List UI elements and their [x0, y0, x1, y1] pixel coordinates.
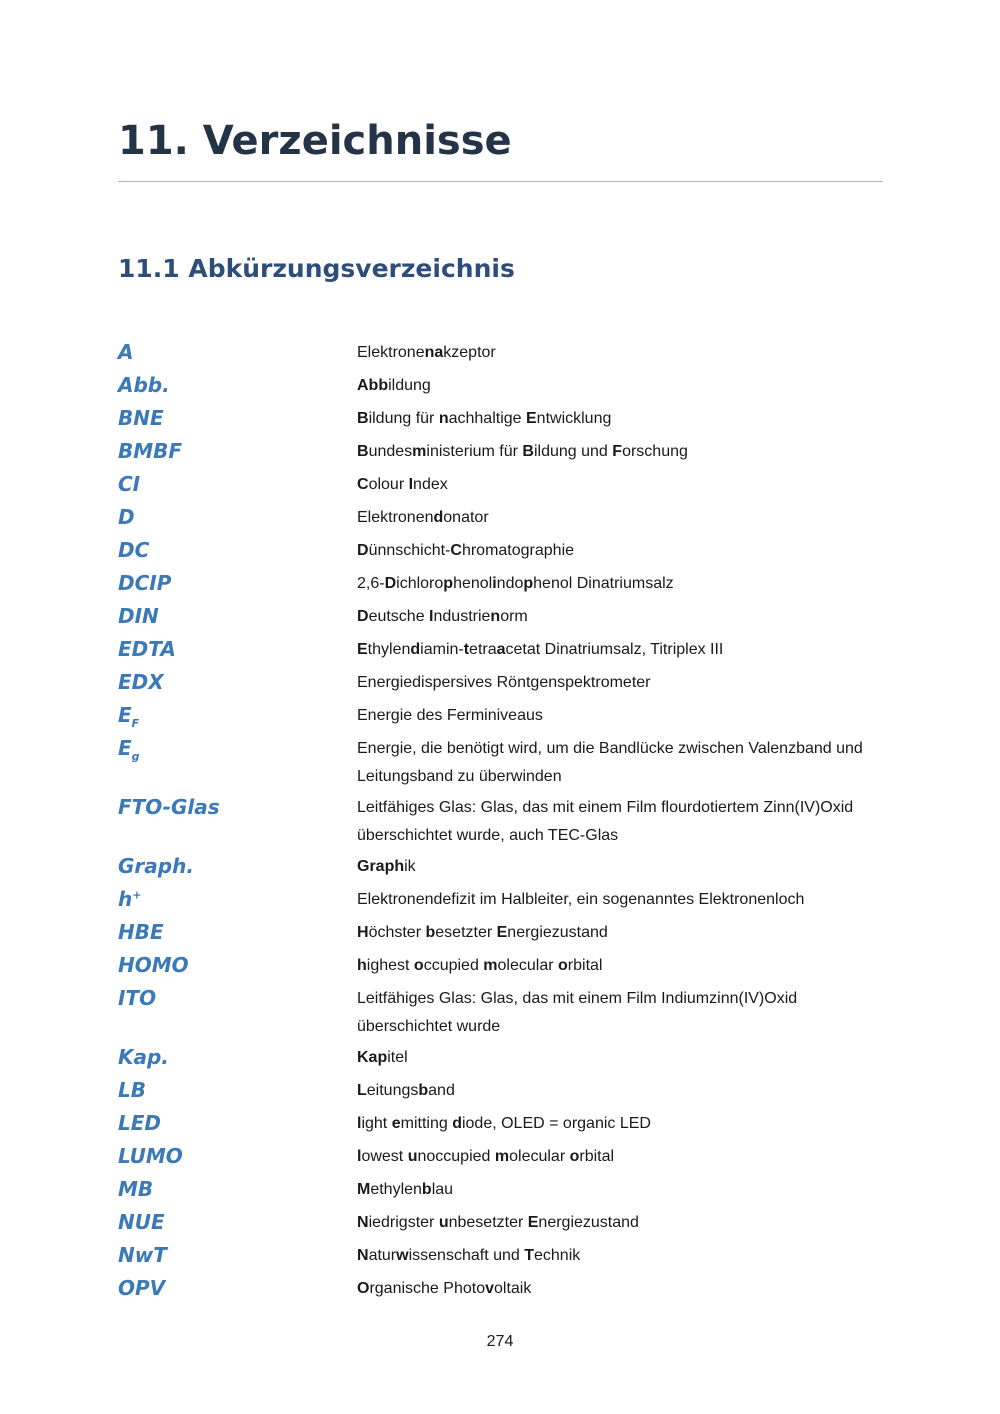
definition-text: ighest — [366, 957, 414, 974]
abbreviation-term-text: ITO — [118, 986, 157, 1010]
abbreviation-term — [118, 1210, 165, 1234]
definition-highlight: F — [612, 443, 623, 460]
abbreviation-term-text: LED — [118, 1111, 162, 1135]
definition-text: ndustrie — [433, 608, 491, 625]
definition-highlight: w — [396, 1247, 409, 1264]
abbreviation-term — [118, 1243, 167, 1267]
abbreviation-definition — [357, 1110, 887, 1138]
definition-text: iamin- — [420, 641, 464, 658]
definition-text: undes — [368, 443, 413, 460]
abbreviation-term-text: Graph. — [118, 854, 194, 878]
definition-highlight: C — [450, 542, 462, 559]
definition-highlight: Graph — [357, 858, 405, 875]
definition-text: onator — [443, 509, 489, 526]
abbreviation-definition — [357, 537, 887, 565]
definition-highlight: m — [494, 1148, 510, 1165]
definition-highlight: N — [357, 1247, 369, 1264]
definition-text: kzeptor — [443, 344, 496, 361]
abbreviation-definition — [357, 339, 887, 367]
definition-text: ildung — [388, 377, 431, 394]
abbreviation-definition — [357, 669, 887, 697]
definition-text: orschung — [622, 443, 688, 460]
abbreviation-term — [118, 953, 189, 977]
abbreviation-superscript: + — [132, 888, 142, 902]
definition-highlight: B — [522, 443, 534, 460]
definition-highlight: b — [425, 924, 436, 941]
abbreviation-term — [118, 670, 164, 694]
abbreviation-term-text: CI — [118, 472, 141, 496]
definition-text: iedrigster — [368, 1214, 439, 1231]
definition-highlight: B — [357, 443, 369, 460]
definition-highlight: m — [412, 443, 427, 460]
abbreviation-definition — [357, 985, 887, 1041]
definition-highlight: E — [496, 924, 508, 941]
abbreviation-term — [118, 571, 171, 595]
abbreviation-term-text: LUMO — [118, 1144, 183, 1168]
definition-text: nergiezustand — [538, 1214, 639, 1231]
definition-highlight: d — [452, 1115, 462, 1132]
definition-highlight: o — [569, 1148, 580, 1165]
definition-text: eitungs — [366, 1082, 419, 1099]
abbreviation-term — [118, 920, 164, 944]
definition-text: olecular — [497, 957, 559, 974]
abbreviation-term — [118, 986, 156, 1010]
definition-highlight: m — [483, 957, 498, 974]
definition-highlight: I — [429, 608, 434, 625]
definition-highlight: N — [357, 1214, 369, 1231]
abbreviation-term — [118, 703, 139, 730]
abbreviation-definition — [357, 886, 887, 914]
abbreviation-definition — [357, 504, 887, 532]
definition-highlight: I — [408, 476, 414, 493]
definition-highlight: D — [357, 608, 369, 625]
section-title: 11.1 Abkürzungsverzeichnis — [118, 254, 515, 283]
definition-highlight: b — [418, 1082, 429, 1099]
definition-highlight: n — [490, 608, 501, 625]
definition-text: cetat Dinatriumsalz, Titriplex III — [505, 641, 724, 658]
definition-text: ünnschicht- — [368, 542, 451, 559]
abbreviation-term — [118, 1078, 146, 1102]
abbreviation-subscript: g — [131, 750, 140, 763]
definition-text: etra — [469, 641, 497, 658]
definition-highlight: o — [558, 957, 568, 974]
abbreviation-definition — [357, 735, 887, 791]
abbreviation-term-text: EDTA — [118, 637, 176, 661]
definition-text: hloro — [407, 575, 444, 592]
abbreviation-term-text: MB — [118, 1177, 154, 1201]
abbreviation-definition — [357, 1275, 887, 1303]
definition-highlight: D — [384, 575, 397, 592]
definition-text: Leitfähiges Glas: Glas, das mit einem Film Indiumzinn(IV)Oxid überschichtet wurde — [357, 990, 798, 1035]
definition-highlight: D — [357, 542, 369, 559]
definition-text: rganische Photo — [369, 1280, 486, 1297]
definition-highlight: E — [527, 1214, 539, 1231]
definition-text: henol — [453, 575, 493, 592]
definition-text: ccupied — [423, 957, 484, 974]
definition-text: esetzter — [435, 924, 497, 941]
abbreviation-term — [118, 505, 135, 529]
abbreviation-definition — [357, 1209, 887, 1237]
definition-highlight: Abb — [357, 377, 389, 394]
definition-highlight: h — [357, 957, 367, 974]
abbreviation-term-text: HBE — [118, 920, 164, 944]
definition-text: Elektronen — [357, 509, 434, 526]
definition-highlight: n — [424, 344, 435, 361]
definition-highlight: u — [438, 1214, 449, 1231]
page-number: 274 — [486, 1333, 514, 1350]
abbreviation-definition — [357, 1143, 887, 1171]
definition-text: orm — [500, 608, 528, 625]
definition-text: and — [428, 1082, 455, 1099]
abbreviation-term — [118, 373, 170, 397]
abbreviation-definition — [357, 794, 887, 850]
definition-text: 2,6- — [357, 575, 385, 592]
definition-text: öchster — [368, 924, 426, 941]
abbreviation-term — [118, 340, 133, 364]
definition-text: atur — [368, 1247, 397, 1264]
definition-highlight: d — [433, 509, 444, 526]
abbreviation-definition — [357, 471, 887, 499]
definition-highlight: b — [421, 1181, 432, 1198]
abbreviation-definition — [357, 603, 887, 631]
definition-text: rbital — [567, 957, 603, 974]
definition-highlight: a — [434, 344, 444, 361]
definition-text: henol Dinatriumsalz — [533, 575, 674, 592]
abbreviation-term — [118, 1177, 153, 1201]
abbreviation-term-text: A — [118, 340, 134, 364]
definition-text: thylen — [367, 641, 411, 658]
chapter-divider — [118, 181, 883, 182]
definition-text: Elektrone — [357, 344, 425, 361]
abbreviation-term — [118, 472, 140, 496]
abbreviation-definition — [357, 405, 887, 433]
definition-highlight: p — [443, 575, 454, 592]
definition-text: ndex — [413, 476, 448, 493]
definition-highlight: l — [357, 1148, 362, 1165]
definition-text: c — [399, 575, 408, 592]
abbreviation-term-text: DCIP — [118, 571, 172, 595]
definition-text: inisterium für — [426, 443, 523, 460]
definition-text: iode, OLED = organic LED — [461, 1115, 651, 1132]
definition-text: noccupied — [417, 1148, 495, 1165]
abbreviation-definition — [357, 952, 887, 980]
abbreviation-definition — [357, 1176, 887, 1204]
chapter-title: 11. Verzeichnisse — [118, 118, 512, 164]
abbreviation-term-text: OPV — [118, 1276, 166, 1300]
definition-text: mitting — [400, 1115, 453, 1132]
abbreviation-term — [118, 1276, 165, 1300]
definition-text: oltaik — [494, 1280, 532, 1297]
abbreviation-term — [118, 406, 164, 430]
definition-text: nbesetzter — [448, 1214, 528, 1231]
abbreviation-term-text: LB — [118, 1078, 146, 1102]
abbreviation-definition — [357, 702, 887, 730]
definition-highlight: E — [357, 641, 368, 658]
definition-text: olour — [368, 476, 409, 493]
definition-highlight: H — [357, 924, 369, 941]
definition-text: olecular — [509, 1148, 570, 1165]
abbreviation-term-text: Kap. — [118, 1045, 169, 1069]
abbreviation-definition — [357, 853, 887, 881]
abbreviation-term — [118, 887, 141, 911]
abbreviation-term — [118, 1144, 183, 1168]
abbreviation-definition — [357, 372, 887, 400]
abbreviation-term-text: BNE — [118, 406, 164, 430]
abbreviation-definition — [357, 570, 887, 598]
abbreviation-term-text: BMBF — [118, 439, 183, 463]
definition-highlight: p — [523, 575, 534, 592]
definition-highlight: n — [438, 410, 449, 427]
definition-highlight: e — [391, 1115, 401, 1132]
abbreviation-term-text: HOMO — [118, 953, 189, 977]
abbreviation-term-text: DC — [118, 538, 150, 562]
definition-text: lau — [431, 1181, 454, 1198]
definition-text: ight — [361, 1115, 392, 1132]
abbreviation-definition — [357, 1242, 887, 1270]
abbreviation-term — [118, 439, 182, 463]
abbreviation-term-text: DIN — [118, 604, 159, 628]
definition-text: i — [396, 575, 400, 592]
definition-text: Elektronendefizit im Halbleiter, ein sogenanntes Elektronenloch — [357, 891, 805, 908]
definition-highlight: C — [357, 476, 369, 493]
abbreviation-term — [118, 854, 194, 878]
abbreviation-term-text: NwT — [118, 1243, 167, 1267]
definition-text: eutsche — [368, 608, 430, 625]
abbreviation-term — [118, 604, 159, 628]
abbreviation-term-text: D — [118, 505, 135, 529]
definition-text: ntwicklung — [536, 410, 612, 427]
definition-highlight: o — [413, 957, 424, 974]
abbreviation-term — [118, 538, 149, 562]
abbreviation-term-text: FTO-Glas — [118, 795, 220, 819]
abbreviation-term-text: Abb. — [118, 373, 170, 397]
definition-highlight: t — [463, 641, 470, 658]
abbreviation-term-text: E — [118, 703, 132, 727]
definition-text: achhaltige — [448, 410, 526, 427]
definition-text: Energie, die benötigt wird, um die Bandlücke zwischen Valenzband und Leitungsband zu überwinden — [357, 740, 863, 785]
definition-text: ethylen — [370, 1181, 422, 1198]
abbreviation-definition — [357, 636, 887, 664]
abbreviation-term-text: h — [118, 887, 133, 911]
abbreviation-term — [118, 736, 140, 763]
definition-highlight: l — [357, 1115, 362, 1132]
definition-highlight: i — [492, 575, 497, 592]
definition-highlight: E — [526, 410, 537, 427]
abbreviation-term — [118, 1045, 169, 1069]
definition-text: itel — [387, 1049, 408, 1066]
definition-highlight: T — [524, 1247, 534, 1264]
abbreviation-term-text: E — [118, 736, 132, 760]
definition-highlight: L — [357, 1082, 367, 1099]
abbreviation-definition — [357, 438, 887, 466]
abbreviation-definition — [357, 1077, 887, 1105]
definition-highlight: v — [485, 1280, 494, 1297]
definition-text: ildung für — [368, 410, 439, 427]
definition-highlight: M — [357, 1181, 371, 1198]
definition-highlight: d — [410, 641, 421, 658]
abbreviation-subscript: F — [131, 717, 140, 730]
definition-highlight: a — [496, 641, 506, 658]
abbreviation-term-text: EDX — [118, 670, 164, 694]
abbreviation-term — [118, 1111, 161, 1135]
definition-highlight: Kap — [357, 1049, 388, 1066]
definition-text: nergiezustand — [507, 924, 608, 941]
definition-text: ik — [404, 858, 416, 875]
definition-text: Energiedispersives Röntgenspektrometer — [357, 674, 651, 691]
definition-text: ildung und — [533, 443, 613, 460]
abbreviation-definition — [357, 919, 887, 947]
abbreviation-definition — [357, 1044, 887, 1072]
definition-text: ndo — [496, 575, 524, 592]
definition-text: Leitfähiges Glas: Glas, das mit einem Film flourdotiertem Zinn(IV)Oxid überschichtet wurde, auch TEC-Glas — [357, 799, 854, 844]
abbreviation-term-text: NUE — [118, 1210, 165, 1234]
definition-highlight: B — [357, 410, 369, 427]
abbreviation-term — [118, 795, 220, 819]
definition-text: Energie des Ferminiveaus — [357, 707, 543, 724]
definition-text: issenschaft und — [408, 1247, 525, 1264]
definition-highlight: u — [407, 1148, 418, 1165]
definition-text: rbital — [579, 1148, 615, 1165]
definition-text: echnik — [534, 1247, 581, 1264]
definition-text: hromatographie — [461, 542, 575, 559]
definition-text: owest — [361, 1148, 408, 1165]
definition-highlight: O — [357, 1280, 370, 1297]
abbreviation-term — [118, 637, 176, 661]
